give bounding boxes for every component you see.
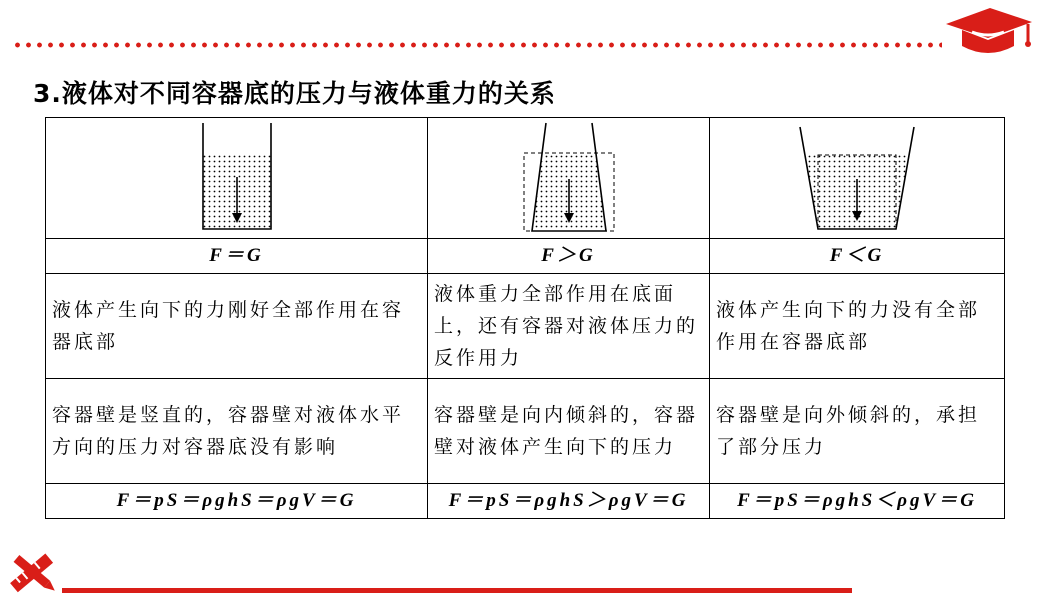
figure-row: [46, 118, 1005, 239]
formula-cell: F＝pS＝ρghS＞ρgV＝G: [428, 484, 710, 519]
comparison-table: [45, 117, 1005, 519]
description-cell: 容器壁是向外倾斜的，承担了部分压力: [710, 379, 1005, 484]
description-cell: 液体重力全部作用在底面上，还有容器对液体压力的反作用力: [428, 274, 710, 379]
page-title: 3.液体对不同容器底的压力与液体重力的关系: [33, 79, 556, 108]
description-cell: 容器壁是向内倾斜的，容器壁对液体产生向下的压力: [428, 379, 710, 484]
inward-sloped-container-diagram: [514, 119, 624, 237]
description-cell: 容器壁是竖直的，容器壁对液体水平方向的压力对容器底没有影响: [46, 379, 428, 484]
relation-row: [46, 239, 1005, 274]
ruler-pencil-icon: [3, 548, 63, 598]
outward-sloped-container-diagram: [792, 119, 922, 237]
figure-cell-straight: [46, 118, 428, 239]
description-cell: 液体产生向下的力没有全部作用在容器底部: [710, 274, 1005, 379]
formula-row: [46, 484, 1005, 519]
description-row: [46, 274, 1005, 379]
graduation-cap-icon: [942, 2, 1034, 60]
relation-cell: F＝G: [46, 239, 428, 274]
relation-cell: F＜G: [710, 239, 1005, 274]
footer-red-line: [62, 588, 852, 593]
relation-cell: F＞G: [428, 239, 710, 274]
figure-cell-outward: [710, 118, 1005, 239]
dotted-header-line: [12, 40, 942, 50]
formula-cell: F＝pS＝ρghS＝ρgV＝G: [46, 484, 428, 519]
wall-explanation-row: [46, 379, 1005, 484]
straight-container-diagram: [187, 119, 287, 237]
formula-cell: F＝pS＝ρghS＜ρgV＝G: [710, 484, 1005, 519]
description-cell: 液体产生向下的力刚好全部作用在容器底部: [46, 274, 428, 379]
figure-cell-inward: [428, 118, 710, 239]
